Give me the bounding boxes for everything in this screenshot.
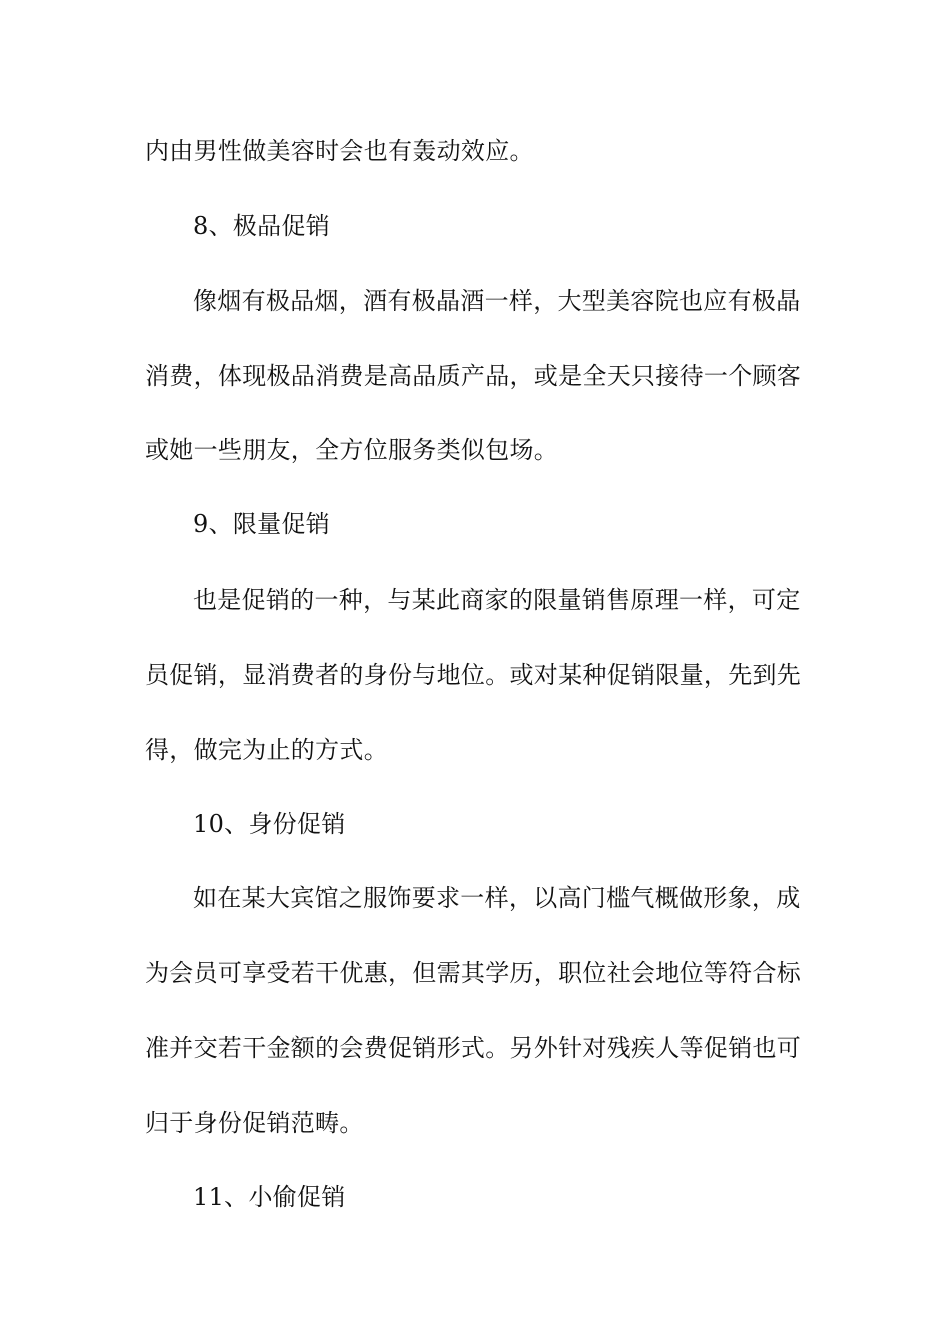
paragraph-line: 如在某大宾馆之服饰要求一样，以高门槛气概做形象，成 [193,884,801,912]
paragraph-line: 员促销，显消费者的身份与地位。或对某种促销限量，先到先 [145,661,802,689]
section-heading-10: 10、身份促销 [193,810,346,838]
paragraph-line: 得，做完为止的方式。 [145,736,388,764]
paragraph-line: 内由男性做美容时会也有轰动效应。 [145,137,534,165]
paragraph-line: 准并交若干金额的会费促销形式。另外针对残疾人等促销也可 [145,1034,802,1062]
section-heading-9: 9、限量促销 [193,510,331,538]
paragraph-line: 消费，体现极品消费是高品质产品，或是全天只接待一个顾客 [145,362,802,390]
section-heading-8: 8、极品促销 [193,212,331,240]
section-heading-11: 11、小偷促销 [193,1183,346,1211]
paragraph-line: 归于身份促销范畴。 [145,1109,364,1137]
paragraph-line: 像烟有极品烟，酒有极晶酒一样，大型美容院也应有极晶 [193,287,801,315]
paragraph-line: 或她一些朋友，全方位服务类似包场。 [145,436,559,464]
paragraph-line: 为会员可享受若干优惠，但需其学历，职位社会地位等符合标 [145,959,802,987]
paragraph-line: 也是促销的一种，与某此商家的限量销售原理一样，可定 [193,586,801,614]
